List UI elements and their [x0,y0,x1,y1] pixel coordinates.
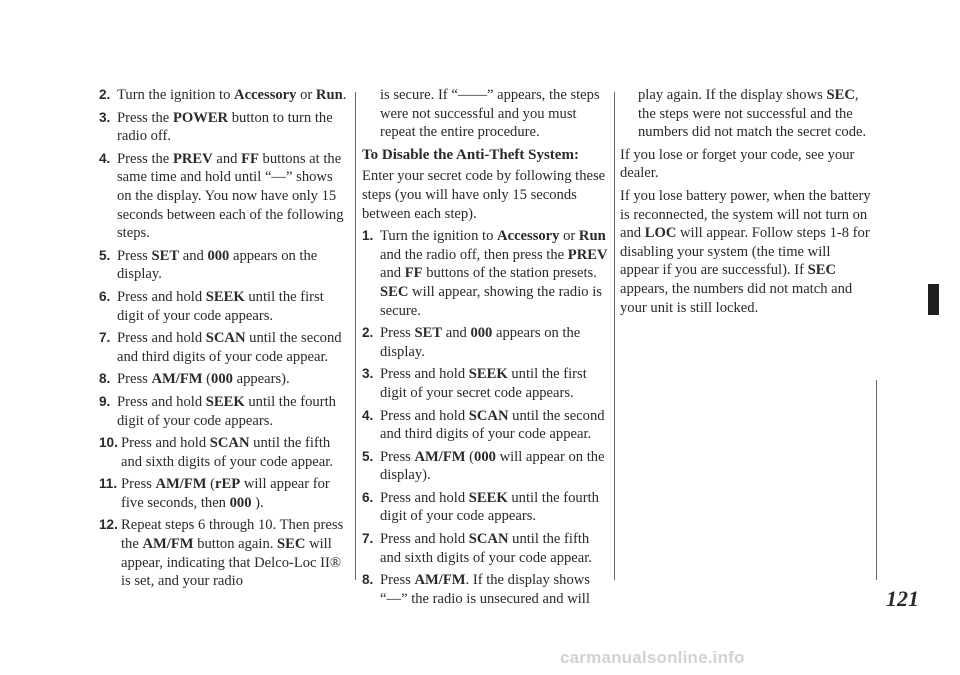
step-keyword: SCAN [205,330,246,347]
step-item [362,489,608,526]
step-number: 12. [99,517,118,533]
step-text: and [212,150,242,167]
step-text: Press and hold [380,531,469,548]
step-number: 2. [362,325,374,341]
step-number: 11. [99,476,118,492]
step-keyword: Accessory [234,87,297,103]
step-text: Press [117,371,152,388]
step-keyword: SCAN [468,531,509,548]
step-number: 8. [99,371,111,387]
column-divider-middle [614,92,615,580]
step-item [362,448,608,485]
step-keyword: 000 [229,494,252,511]
step-text: until the first digit of your secret code appears. [380,366,587,401]
step-text: until the first digit of your code appears. [117,288,324,324]
step-number: 4. [362,407,374,423]
step-text: Press and hold [380,366,469,383]
paragraph-text: If you lose battery power, when the battery is reconnected, the system will not turn on and [620,187,871,242]
step-text: and [442,325,471,342]
step-text: ( [202,371,212,388]
step-keyword: SCAN [209,435,250,452]
step-number: 1. [362,228,374,244]
step-number: 3. [362,366,374,382]
step-text: until the fourth digit of your code appears. [117,393,336,429]
step-text: Repeat steps 6 through 10. Then press the [121,517,344,553]
intro-paragraph: Enter your secret code by following these steps (you will have only 15 seconds between each step). [362,168,606,222]
step-keyword: AM/FM [414,572,466,589]
section-heading: To Disable the Anti-Theft System: [362,146,579,163]
step-item [362,227,608,320]
step-keyword: POWER [172,109,229,126]
step-keyword: SET [414,325,443,342]
step-keyword: FF [241,150,259,167]
step-text: Press and hold [380,489,469,506]
step-item [99,288,349,325]
step-keyword: SEEK [205,288,245,305]
step-text: play again. If the display shows [638,87,827,103]
step-keyword: SEC [826,87,855,103]
step-text: until the fifth and sixth digits of your code appear. [121,435,333,470]
step-text: Press [380,448,415,465]
step-text: button to turn the radio off. [117,109,333,145]
paragraph-keyword: SEC [807,262,836,279]
step-number: 10. [99,435,118,451]
step-number: 7. [99,330,111,346]
page-number: 121 [886,586,919,611]
step-keyword: SEEK [205,393,245,410]
step-item [362,365,608,402]
step-text: , the steps were not successful and the numbers did not match the secret code. [638,87,867,141]
step-text: Press and hold [117,288,206,305]
column-middle [362,86,608,612]
step-item [362,324,608,361]
step-text: . [342,87,347,103]
step-keyword: 000 [211,371,233,388]
step-number: 5. [362,448,374,464]
step-keyword: AM/FM [155,476,207,493]
step-item [99,434,349,471]
step-text: buttons at the same time and hold until “—” shows on the display. You now have only 15 seconds between each of the following steps. [117,150,344,242]
step-item [99,516,349,590]
step-text: until the second and third digits of your code appear. [380,407,605,443]
step-number: 6. [362,489,374,505]
step-text: and the radio off, then press the [380,246,568,263]
step-item [362,530,608,567]
step-number: 7. [362,531,374,547]
step-keyword: Run [315,87,343,103]
paragraph-text: will appear. Follow steps 1-8 for disabling your system (the time will appear if you are successful). If [620,225,870,279]
column-right [620,86,872,321]
column-divider-left [355,92,356,580]
step-text: and [179,247,208,264]
step-text: or [559,228,579,245]
step-keyword: SEC [380,283,409,300]
step-keyword: SEC [277,536,306,553]
step-keyword: AM/FM [142,536,194,553]
step-text: Press and hold [117,393,206,410]
step-text: Press [121,476,156,493]
step-item [362,571,608,608]
step-text: Turn the ignition to [117,87,235,103]
step-text: buttons of the station presets. [422,265,597,282]
step-number: 3. [99,109,111,125]
step-text: will appear on the display). [380,448,605,484]
step-text: Press and hold [121,435,210,452]
watermark: carmanualsonline.info [560,648,745,667]
column-left [99,86,349,595]
step-item [99,247,349,284]
step-keyword: PREV [172,150,213,167]
step-keyword: SET [151,247,180,264]
lost-code-paragraph: If you lose or forget your code, see your dealer. [620,146,855,182]
step-text: appears on the display. [117,247,318,283]
step-text: button again. [193,536,278,553]
step-keyword: SEEK [468,489,508,506]
step-item [99,329,349,366]
step-text: ( [465,448,475,465]
step-keyword: rEP [215,476,241,493]
step-item [99,393,349,430]
step-keyword: SEEK [468,366,508,383]
step-text: or [296,87,316,103]
step-text: Press and hold [117,330,206,347]
step-text: will appear, showing the radio is secure. [380,283,602,319]
step-text: Press and hold [380,407,469,424]
step-text: until the fourth digit of your code appears. [380,489,599,525]
step-text: Press [117,247,152,264]
step-item [99,370,349,389]
step-keyword: FF [404,265,423,282]
step-item [99,475,349,512]
paragraph-keyword: LOC [644,225,677,242]
column-divider-right [876,380,877,580]
step-text: ( [206,476,216,493]
step-text: Turn the ignition to [380,228,498,245]
step-continuation [620,86,872,142]
step-text: Press the [117,150,173,167]
step-number: 4. [99,150,111,166]
step-item [362,407,608,444]
step-keyword: SCAN [468,407,509,424]
step-keyword: 000 [207,247,230,264]
step-text: until the fifth and sixth digits of your code appear. [380,531,592,566]
step-number: 2. [99,87,111,102]
section-tab-marker [928,284,939,315]
step-keyword: AM/FM [414,448,466,465]
step-text: . If the display shows “—” the radio is unsecured and will [380,572,590,607]
step-item [99,150,349,243]
step-text: Press [380,572,415,589]
step-item [99,86,349,105]
step-text: will appear, indicating that Delco-Loc II® is set, and your radio [121,536,341,590]
step-text: and [380,265,405,282]
paragraph-text: appears, the numbers did not match and your unit is still locked. [620,280,853,316]
step-number: 9. [99,393,111,409]
step-number: 8. [362,572,374,588]
battery-paragraph [620,187,872,317]
step-keyword: Accessory [497,228,560,245]
step-keyword: 000 [474,448,496,465]
step-item [99,109,349,146]
step-continuation: is secure. If “——” appears, the steps were not successful and you must repeat the entire procedure. [380,87,600,141]
step-keyword: Run [578,228,606,245]
step-number: 5. [99,247,111,263]
step-number: 6. [99,288,111,304]
step-text: will appear for five seconds, then [121,476,330,511]
step-text: ). [251,494,264,511]
step-text: until the second and third digits of your code appear. [117,330,342,365]
step-text: appears). [232,371,290,388]
step-text: Press the [117,109,173,126]
step-keyword: 000 [470,325,493,342]
step-text: Press [380,325,415,342]
step-keyword: PREV [567,246,608,263]
step-text: appears on the display. [380,325,581,360]
step-keyword: AM/FM [151,371,203,388]
